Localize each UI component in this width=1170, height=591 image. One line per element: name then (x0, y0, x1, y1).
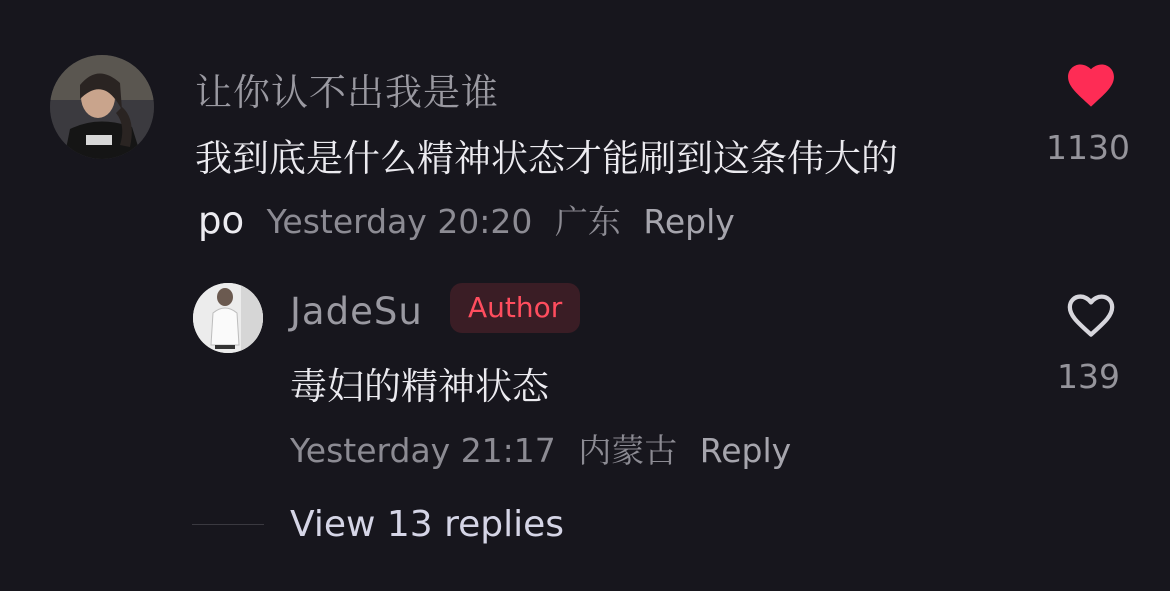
reply-text: 毒妇的精神状态 (290, 365, 549, 408)
comment-location: 广东 (554, 202, 621, 241)
replies-divider (192, 524, 264, 525)
comment-meta (198, 196, 735, 243)
comment-username[interactable]: 让你认不出我是谁 (195, 71, 499, 114)
avatar-photo-icon (193, 283, 263, 353)
avatar-photo-icon (50, 55, 154, 159)
comment-text: 我到底是什么精神状态才能刷到这条伟大的 (195, 137, 898, 180)
heart-outline-icon (1064, 288, 1118, 338)
reply-location: 内蒙古 (578, 431, 678, 470)
reply-timestamp: Yesterday 21:17 (290, 431, 556, 470)
reply-avatar[interactable] (193, 283, 263, 353)
heart-filled-icon (1064, 58, 1118, 108)
comment-text-continued: po (198, 199, 245, 242)
author-badge: Author (450, 283, 580, 333)
comment-timestamp: Yesterday 20:20 (266, 202, 533, 241)
reply-like-button[interactable] (1064, 288, 1120, 340)
comment-like-count: 1130 (1046, 128, 1130, 167)
reply-username[interactable]: JadeSu (290, 290, 423, 333)
view-replies-button[interactable]: View 13 replies (290, 504, 565, 545)
reply-like-count: 139 (1057, 357, 1120, 396)
comment-reply-button[interactable]: Reply (643, 202, 735, 241)
comment-avatar[interactable] (50, 55, 154, 159)
comment-like-button[interactable] (1064, 58, 1120, 110)
reply-meta (290, 425, 791, 472)
reply-reply-button[interactable]: Reply (699, 431, 792, 470)
